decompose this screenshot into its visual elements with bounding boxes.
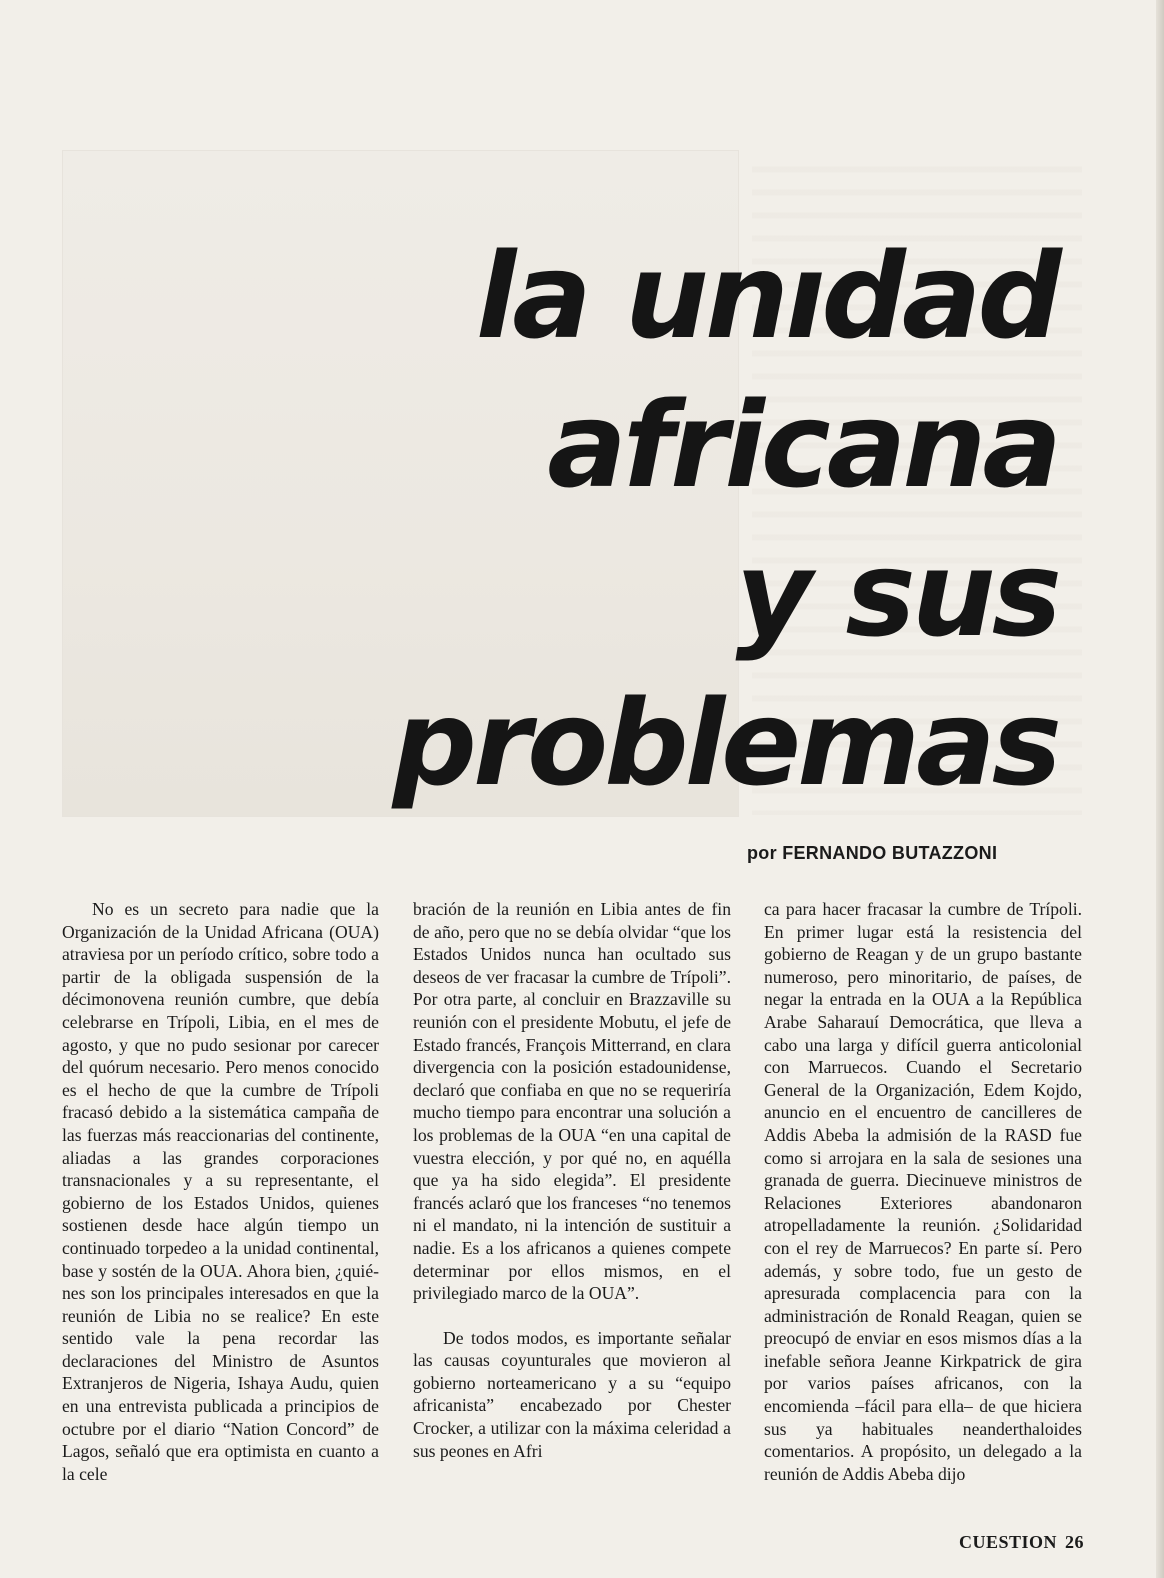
- author-byline: por FERNANDO BUTAZZONI: [747, 843, 998, 863]
- text-column-3: [764, 898, 1082, 1485]
- page-folio: [959, 1532, 1084, 1553]
- headline-line-1: la unıdad: [475, 227, 1058, 365]
- headline-line-3: y sus: [735, 525, 1058, 663]
- paragraph: ca para hacer fracasar la cumbre de Trípoli. En primer lugar está la resistencia del gobierno de Reagan y de un grupo bastante numeroso, pero minoritario, de países, de negar la entrada en la OUA a la República Arabe Saharauí Democrática, que lleva a cabo una larga y difícil guerra anticolonial con Marruecos. Cuando el Secretario General de la Organización, Edem Kojdo, anuncio en el encuentro de cancilleres de Addis Abeba la admisión de la RASD fue como si arrojara en la sala de sesiones una granada de guerra. Diecinueve ministros de Relaciones Exteriores abandonaron atropelladamente la reunión. ¿Solidaridad con el rey de Marruecos? En parte sí. Pero además, y sobre todo, fue un gesto de apresurada complacencia para con la administración de Ronald Reagan, quien se preocupó de enviar en esos mismos días a la inefable señora Jeanne Kirkpatrick de gira por varios países africanos, con la encomienda –fácil para ella– de que hiciera sus ya habituales neanderthaloides comentarios. A propósito, un delegado a la reunión de Addis Abeba dijo: [764, 899, 1082, 1484]
- page-edge: [1156, 0, 1164, 1578]
- magazine-name: CUESTION: [958, 1532, 1057, 1552]
- text-column-1: [62, 898, 379, 1485]
- paragraph: No es un secreto para nadie que la Organización de la Unidad Africana (OUA) atraviesa por un período crítico, sobre todo a partir de la obligada suspensión de la décimonovena reunión cumbre, que debía celebrarse en Trípoli, Libia, en el mes de agosto, y que no pudo sesionar por carecer del quórum necesario. Pero menos conocido es el hecho de que la cumbre de Trípoli fracasó debido a la sistemática campaña de las fuerzas más reaccionarias del continente, aliadas a las grandes corporaciones transnacionales y a su representante, el gobierno de los Estados Unidos, quienes sostienen desde hace algún tiempo un continuado torpedeo a la unidad continental, base y sostén de la OUA. Ahora bien, ¿quiénes son los principales interesados en que la reunión de Libia no se realice? En este sentido vale la pena recordar las declaraciones del Ministro de Asuntos Extranjeros de Nigeria, Ishaya Audu, quien en una entrevista publicada a principios de octubre por el diario “Nation Concord” de Lagos, señaló que era optimista en cuanto a la cele: [62, 899, 379, 1484]
- paragraph: bración de la reunión en Libia antes de fin de año, pero que no se debía olvidar “que los Estados Unidos nunca han ocultado sus deseos de ver fracasar la cumbre de Trípoli”. Por otra parte, al concluir en Brazzaville su reunión con el presidente Mobutu, el jefe de Estado francés, François Mitterrand, en clara divergencia con la posición estadounidense, declaró que confiaba en que no se requeriría mucho tiempo para encontrar una solución a los problemas de la OUA “en una capital de vuestra elección, y por qué no, en aquélla que ya ha sido elegida”. El presidente francés aclaró que los franceses “no tenemos ni el mandato, ni la intención de sustituir a nadie. Es a los africanos a quienes compete determinar por ellos mismos, en el privilegiado marco de la OUA”.: [413, 899, 731, 1304]
- article-headline: [298, 222, 1058, 818]
- paragraph: De todos modos, es importante señalar las causas coyunturales que movieron al gobierno norteamericano y a su “equipo africanista” encabezado por Chester Crocker, a utilizar con la máxima celeridad a sus peones en Afri: [413, 1327, 731, 1461]
- headline-line-2: africana: [547, 376, 1058, 514]
- page-number: 26: [1065, 1532, 1084, 1552]
- text-column-2: [413, 898, 731, 1462]
- headline-line-4: problemas: [392, 674, 1058, 812]
